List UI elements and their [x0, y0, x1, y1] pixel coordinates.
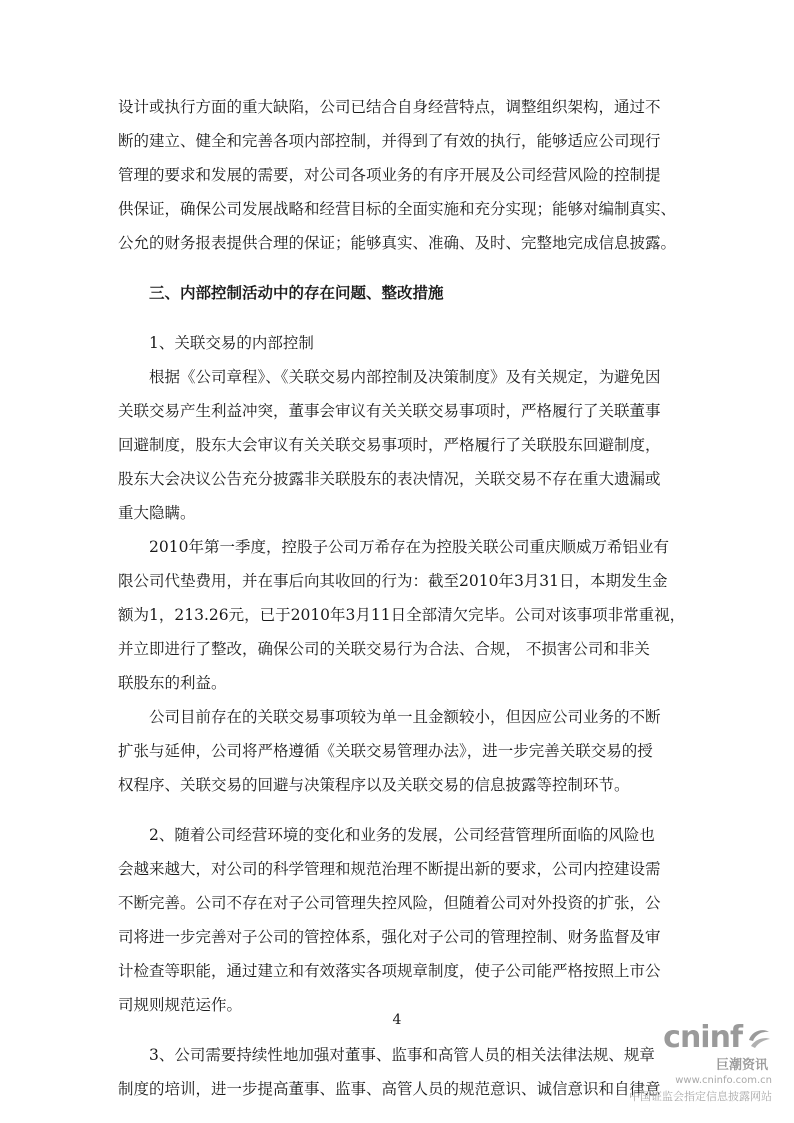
text-line: 回避制度，股东大会审议有关关联交易事项时，严格履行了关联股东回避制度， — [118, 436, 661, 454]
page-number: 4 — [392, 1012, 402, 1028]
watermark-tagline: 中国证监会指定信息披露网站 — [629, 1090, 772, 1103]
text-line: 2、随着公司经营环境的变化和业务的发展，公司经营管理所面临的风险也 — [149, 826, 655, 844]
text-line: 公允的财务报表提供合理的保证；能够真实、准确、及时、完整地完成信息披露。 — [118, 234, 677, 252]
text-line: 不断完善。公司不存在对子公司管理失控风险，但随着公司对外投资的扩张，公 — [118, 894, 661, 912]
text-line: 额为1，213.26元，已于2010年3月11日全部清欠完毕。公司对该事项非常重视， — [118, 606, 686, 624]
text-line: 权程序、关联交易的回避与决策程序以及关联交易的信息披露等控制环节。 — [118, 776, 630, 794]
text-line: 2010年第一季度，控股子公司万希存在为控股关联公司重庆顺威万希铝业有 — [149, 538, 669, 556]
watermark-cn-name: 巨潮资讯 — [715, 1058, 768, 1073]
text-line: 计检查等职能，通过建立和有效落实各项规章制度，使子公司能严格按照上市公 — [118, 962, 661, 980]
cninfo-watermark — [612, 1022, 772, 1104]
text-line: 公司目前存在的关联交易事项较为单一且金额较小，但因应公司业务的不断 — [149, 708, 661, 726]
text-line: 管理的要求和发展的需要，对公司各项业务的有序开展及公司经营风险的控制提 — [118, 166, 661, 184]
text-line: 扩张与延伸，公司将严格遵循《关联交易管理办法》，进一步完善关联交易的授 — [118, 742, 653, 760]
text-line: 供保证，确保公司发展战略和经营目标的全面实施和充分实现；能够对编制真实、 — [118, 200, 677, 218]
text-line: 股东大会决议公告充分披露非关联股东的表决情况，关联交易不存在重大遗漏或 — [118, 470, 661, 488]
text-line: 并立即进行了整改，确保公司的关联交易行为合法、合规， 不损害公司和非关 — [118, 640, 650, 658]
text-line: 联股东的利益。 — [118, 674, 227, 692]
paragraph-related-transactions-3 — [118, 700, 678, 802]
text-line: 3、公司需要持续性地加强对董事、监事和高管人员的相关法律法规、规章 — [149, 1046, 655, 1064]
paragraph-item-3 — [118, 1038, 678, 1106]
paragraph-related-transactions-2 — [118, 530, 686, 700]
watermark-brand: cninf — [663, 1020, 742, 1055]
text-line: 重大隐瞒。 — [118, 504, 196, 522]
text-line: 关联交易产生利益冲突，董事会审议有关关联交易事项时，严格履行了关联董事 — [118, 402, 661, 420]
paragraph-related-transactions-1 — [118, 360, 678, 530]
text-line: 制度的培训，进一步提高董事、监事、高管人员的规范意识、诚信意识和自律意 — [118, 1080, 661, 1098]
text-line: 设计或执行方面的重大缺陷，公司已结合自身经营特点，调整组织架构，通过不 — [118, 98, 661, 116]
section-heading: 三、内部控制活动中的存在问题、整改措施 — [149, 283, 444, 302]
subheading-related-transactions: 1、关联交易的内部控制 — [149, 334, 314, 352]
text-line: 会越来越大，对公司的科学管理和规范治理不断提出新的要求，公司内控建设需 — [118, 860, 661, 878]
paragraph-item-2 — [118, 818, 678, 1022]
document-body — [118, 90, 686, 1106]
paragraph-intro — [118, 90, 678, 260]
swoosh-logo-icon — [746, 1026, 772, 1050]
text-line: 根据《公司章程》、《关联交易内部控制及决策制度》及有关规定，为避免因 — [149, 368, 661, 386]
text-line: 断的建立、健全和完善各项内部控制，并得到了有效的执行，能够适应公司现行 — [118, 132, 661, 150]
text-line: 限公司代垫费用，并在事后向其收回的行为：截至2010年3月31日，本期发生金 — [118, 572, 668, 590]
text-line: 司规则规范运作。 — [118, 996, 243, 1014]
watermark-url: www.cninfo.com.cn — [675, 1075, 772, 1086]
text-line: 司将进一步完善对子公司的管控体系，强化对子公司的管理控制、财务监督及审 — [118, 928, 661, 946]
